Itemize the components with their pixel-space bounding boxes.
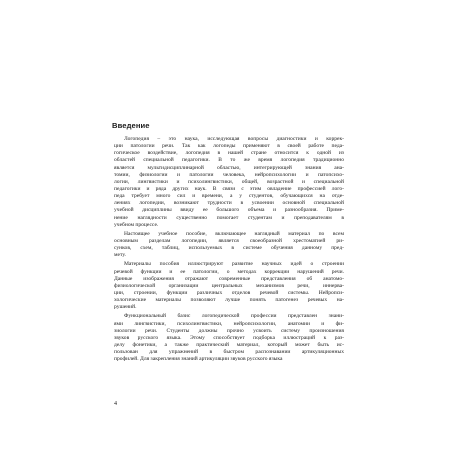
text-line: Логопедия – это наука, исследующая вопросы диагностики и коррек- [124, 136, 344, 142]
paragraph [114, 261, 344, 311]
text-line: томии, физиологии и патологии человека, нейропсихологии и патопсихо- [114, 171, 344, 178]
text-line: физиологической организации центральных механизмов речи, иннерва- [114, 282, 344, 289]
text-line: речевой функции и ее патологии, о методах коррекции нарушений речи. [114, 268, 344, 275]
text-line: сунков, схем, таблиц, используемых в системе обучения данному пред- [114, 245, 344, 252]
text-line: Материалы пособия иллюстрируют развитие научных идей о строении [124, 261, 344, 268]
text-line: рушений. [114, 304, 137, 311]
text-line: основным разделам логопедии, является своеобразной хрестоматией ри- [114, 237, 344, 244]
text-line: хологические материалы позволяют лучше понять патогенез речевых на- [114, 297, 344, 304]
text-line: логии, лингвистики и психолингвистики, общей, возрастной и специальной [114, 178, 344, 185]
paragraph [114, 136, 344, 229]
page-number: 4 [114, 401, 117, 407]
text-line: профилей. Для закрепления знаний артикуляции звуков русского языка [114, 356, 283, 363]
text-line: звуков русского языка. Этому способствует подборка иллюстраций к раз- [114, 334, 344, 341]
text-line: нение наглядности существенно помогает студентам и преподавателям в [114, 214, 344, 221]
text-line: пользован для упражнений в быстром распознавании артикуляционных [114, 349, 344, 356]
text-line: педа требует много сил и времени, а у студентов, обучающихся на отде- [114, 193, 344, 200]
text-line: Данные изображения отражают современные представления об анатомо- [114, 275, 344, 282]
text-line: педагогики и ряда других наук. В связи с этим овладение профессией лого- [114, 185, 344, 192]
text-line: гогическое воздействие, логопедия в нашей стране относится к одной из [114, 150, 344, 157]
body-text [114, 136, 344, 365]
text-line: ции патологии речи. Так как логопеды применяют в своей работе педа- [114, 143, 344, 150]
text-line: ции, строении, функции различных отделов речевой системы. Нейропси- [114, 289, 344, 296]
text-line: учебной дисциплины ввиду ее большого объема и разнообразия. Приме- [114, 207, 344, 214]
text-line: областей специальной педагогики. В то же время логопедия традиционно [114, 157, 344, 164]
text-line: зиологии речи. Студенты должны прочно усвоить систему произношения [114, 327, 344, 334]
section-heading: Введение [112, 121, 150, 130]
text-line: ями лингвистики, психолингвистики, нейропсихологии, анатомии и фи- [114, 320, 344, 327]
text-line: лениях логопедии, возникают трудности в усвоении основной специальной [114, 200, 344, 207]
paragraph [114, 313, 344, 363]
text-line: Функциональный базис логопедической профессии представлен знани- [124, 313, 344, 320]
text-line: мету. [114, 252, 126, 259]
text-line: является мультидисциплинарной областью, интегрирующей знания ана- [114, 164, 344, 171]
text-line: делу фонетики, а также практический материал, который может быть ис- [114, 341, 344, 348]
text-line: учебном процессе. [114, 221, 159, 228]
paragraph [114, 231, 344, 260]
text-line: Настоящее учебное пособие, включающее наглядный материал по всем [124, 230, 344, 237]
